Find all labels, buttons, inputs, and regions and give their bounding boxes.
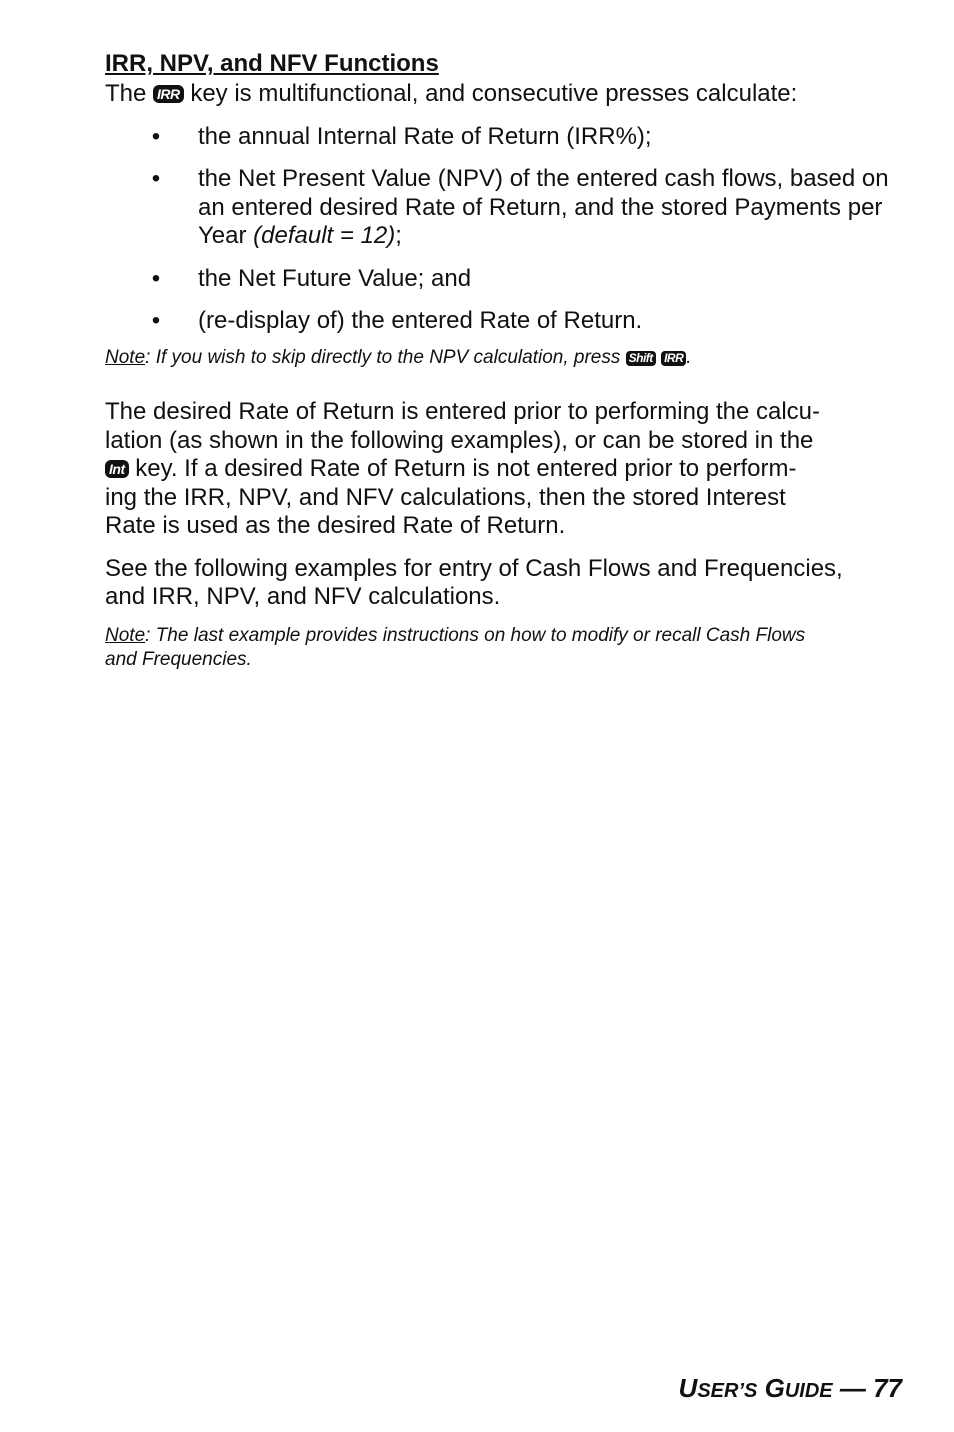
intro-text-after: key is multifunctional, and consecutive presses calculate: — [190, 80, 798, 107]
paragraph-line: ing the IRR, NPV, and NFV calculations, then the stored Interest — [105, 483, 786, 511]
intro-text-before: The — [105, 80, 147, 107]
footer-ser: SER — [697, 1380, 739, 1402]
intro-paragraph — [105, 80, 905, 109]
default-value-text: (default = 12) — [253, 222, 396, 249]
list-item-end: ; — [395, 222, 402, 249]
list-item-text: the annual Internal Rate of Return (IRR%); — [198, 122, 652, 150]
bullet-icon: • — [151, 264, 161, 292]
note-last-example — [105, 624, 905, 673]
paragraph-line: and IRR, NPV, and NFV calculations. — [105, 583, 501, 610]
page-footer — [679, 1373, 902, 1404]
list-item — [105, 265, 905, 294]
note-text: and Frequencies. — [105, 649, 252, 670]
page-content — [105, 48, 905, 673]
section-heading: IRR, NPV, and NFV Functions — [105, 50, 439, 77]
function-list — [105, 123, 905, 336]
int-key-icon: Int — [105, 460, 129, 478]
footer-uide: UIDE — [784, 1380, 833, 1402]
shift-key-icon: Shift — [626, 351, 656, 366]
footer-u: U — [678, 1373, 698, 1403]
list-item — [105, 165, 905, 251]
note-text: : The last example provides instructions on how to modify or recall Cash Flows — [145, 624, 806, 646]
paragraph-line: lation (as shown in the following examples), or can be stored in the — [105, 426, 814, 454]
note-text: : If you wish to skip directly to the NPV calculation, press — [145, 346, 621, 368]
rate-of-return-paragraph — [105, 398, 905, 541]
paragraph-line: Rate is used as the desired Rate of Return. — [105, 512, 566, 539]
bullet-icon: • — [151, 122, 161, 150]
footer-g: G — [764, 1373, 785, 1403]
note-label: Note — [105, 346, 146, 368]
bullet-icon: • — [151, 165, 161, 192]
paragraph-line: key. If a desired Rate of Return is not entered prior to perform- — [135, 455, 797, 482]
bullet-icon: • — [151, 307, 161, 334]
page-number: — 77 — [832, 1373, 902, 1403]
list-item — [105, 307, 905, 336]
footer-apos-s: ’S — [738, 1380, 758, 1402]
paragraph-line: See the following examples for entry of Cash Flows and Frequencies, — [105, 554, 843, 582]
list-item-text: the Net Present Value (NPV) of the entered cash flows, based on an entered desired Rate of Return, and the stored Payments per Year — [198, 165, 889, 249]
examples-paragraph — [105, 555, 905, 612]
note-label: Note — [105, 624, 146, 646]
list-item-text: the Net Future Value; and — [198, 264, 472, 292]
list-item-text: (re-display of) the entered Rate of Return. — [198, 307, 643, 334]
note-npv-shortcut — [105, 346, 905, 371]
note-end: . — [686, 346, 692, 368]
paragraph-line: The desired Rate of Return is entered prior to performing the calcu- — [105, 398, 821, 425]
irr-key-icon: IRR — [661, 351, 686, 366]
list-item — [105, 123, 905, 152]
irr-key-icon: IRR — [153, 85, 184, 103]
